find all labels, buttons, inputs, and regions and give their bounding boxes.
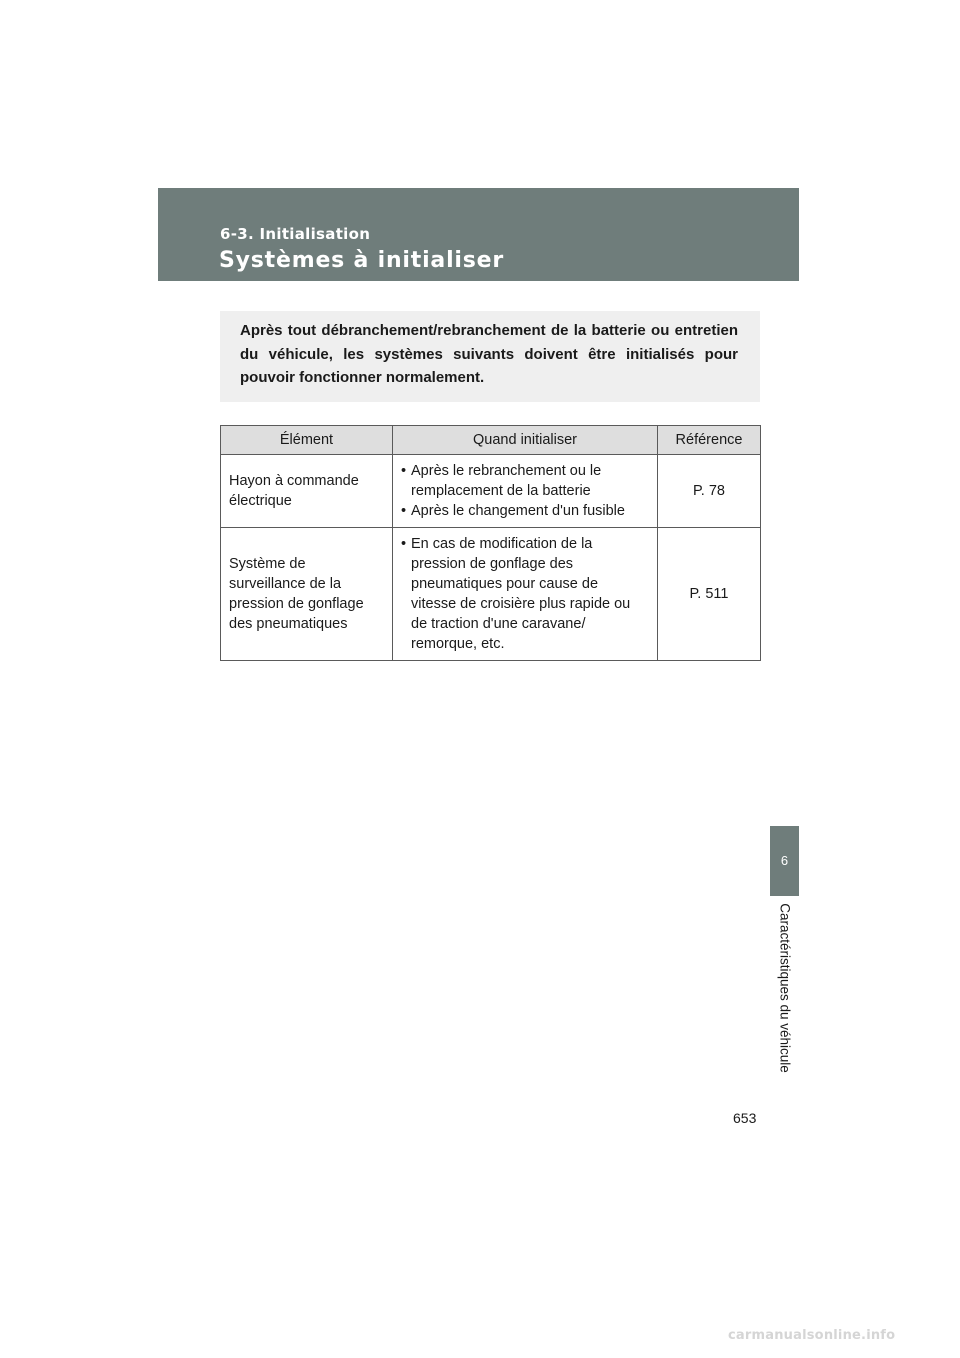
table-row	[221, 455, 761, 528]
row-item-cell	[221, 455, 393, 528]
row-when-cell	[393, 455, 658, 528]
bullet-line: • Après le changement d'un fusible	[411, 503, 625, 519]
bullet-line: remplacement de la batterie	[411, 483, 591, 499]
chapter-tab-number: 6	[780, 853, 789, 868]
watermark: carmanualsonline.info	[728, 1328, 896, 1343]
init-systems-table	[220, 425, 761, 661]
bullet-list	[401, 461, 649, 521]
section-label: 6-3. Initialisation	[220, 225, 371, 243]
bullet-line: • En cas de modification de la	[411, 536, 593, 552]
header-reference: Référence	[658, 426, 761, 455]
list-item	[401, 534, 649, 654]
header-when: Quand initialiser	[393, 426, 658, 455]
row-item-line: pression de gonflage	[229, 596, 364, 612]
bullet-line: de traction d'une caravane/	[411, 616, 586, 632]
page-number: 653	[733, 1110, 757, 1126]
row-reference: P. 78	[658, 455, 761, 528]
bullet-line: • Après le rebranchement ou le	[411, 463, 602, 479]
chapter-side-label: Caractéristiques du véhicule	[777, 903, 793, 1073]
row-item-line: Système de	[229, 556, 306, 572]
bullet-line: vitesse de croisière plus rapide ou	[411, 596, 631, 612]
intro-box	[220, 311, 760, 402]
row-item-line: surveillance de la	[229, 576, 342, 592]
intro-text: Après tout débranchement/rebranchement de la batterie ou entretien du véhicule, les systèmes suivants doivent être initialisés pour pouvoir fonctionner normalement.	[240, 322, 738, 386]
table-header-row	[221, 426, 761, 455]
chapter-tab	[770, 826, 799, 896]
row-item-line: électrique	[229, 493, 292, 509]
row-item-line: Hayon à commande	[229, 473, 359, 489]
row-item-line: des pneumatiques	[229, 616, 348, 632]
list-item	[401, 461, 649, 501]
bullet-line: pneumatiques pour cause de	[411, 576, 599, 592]
header-item: Élément	[221, 426, 393, 455]
row-reference: P. 511	[658, 528, 761, 661]
page-title: Systèmes à initialiser	[219, 248, 505, 273]
row-item-cell	[221, 528, 393, 661]
bullet-list	[401, 534, 649, 654]
bullet-line: pression de gonflage des	[411, 556, 574, 572]
bullet-line: remorque, etc.	[411, 636, 505, 652]
row-when-cell	[393, 528, 658, 661]
list-item	[401, 501, 649, 521]
table-row	[221, 528, 761, 661]
section-header	[158, 188, 799, 281]
